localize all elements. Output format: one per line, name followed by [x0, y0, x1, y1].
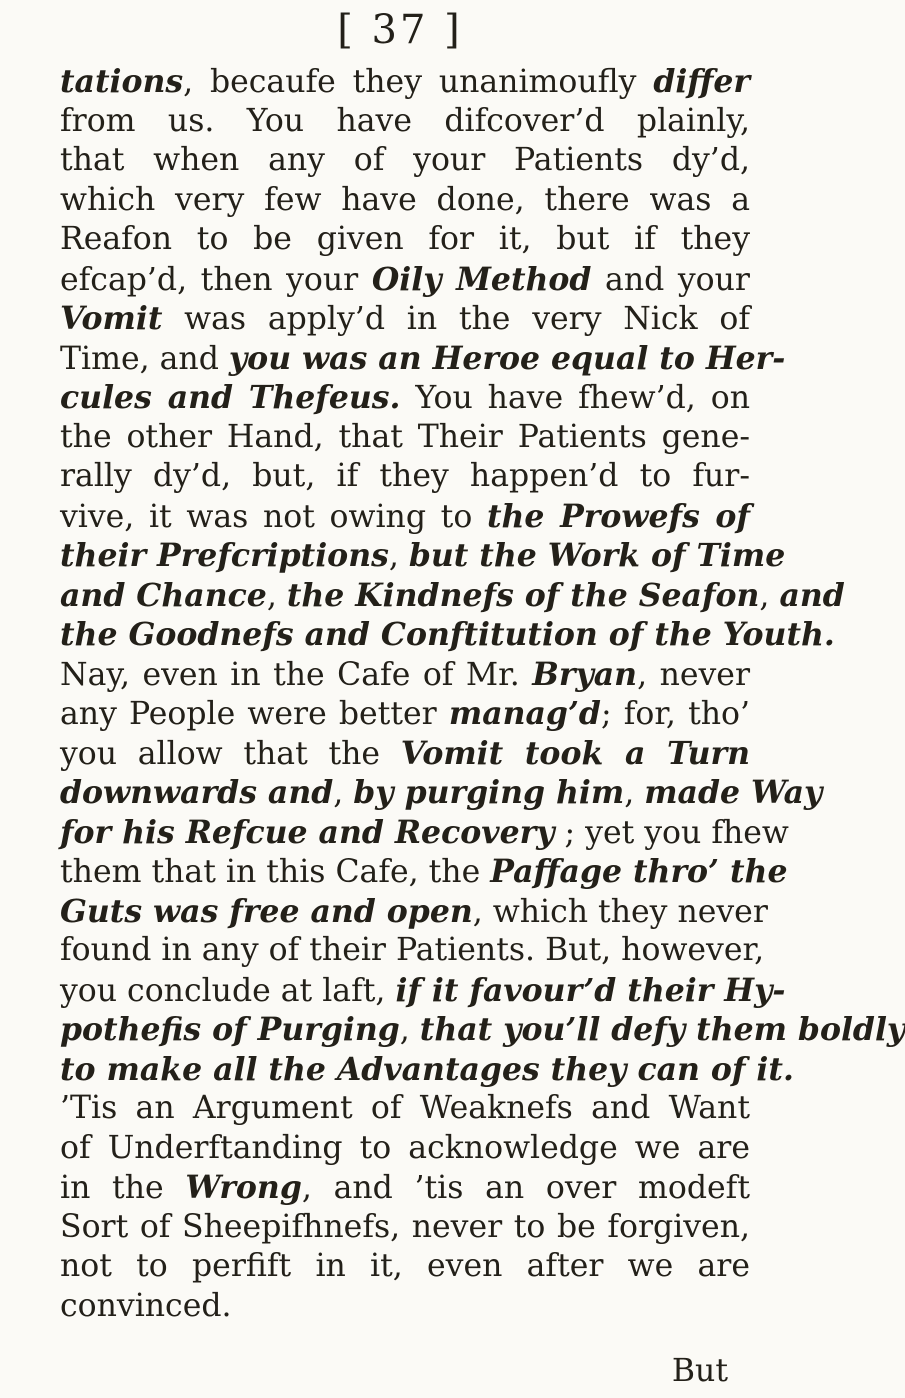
text-line: [60, 1287, 750, 1327]
roman-text: of Underftanding to acknowledge we are: [60, 1129, 750, 1166]
roman-text: efcap’d, then your: [60, 261, 372, 298]
roman-text: the other Hand, that Their Patients gene-: [60, 418, 750, 455]
text-line: [60, 852, 788, 892]
italic-text: you was an Heroe equal to Her-: [228, 339, 786, 377]
roman-text: , becaufe they unanimoufly: [183, 64, 654, 100]
roman-text: ; yet you fhew: [554, 814, 789, 851]
body-text: [60, 62, 905, 1326]
roman-text: ,: [388, 538, 409, 574]
roman-text: found in any of their Patients. But, however,: [60, 932, 765, 968]
italic-text: for his Refcue and Recovery: [60, 813, 555, 851]
roman-text: rally dy’d, but, if they happen’d to fur-: [60, 458, 750, 494]
italic-text: tations: [60, 63, 184, 100]
roman-text: , which they never: [472, 893, 768, 930]
text-line: [60, 181, 750, 221]
italic-text: Vomit took a Turn: [400, 734, 751, 772]
text-line: [60, 892, 768, 932]
text-line: [60, 1168, 750, 1208]
roman-text: ,: [333, 775, 354, 811]
italic-text: the Goodnefs and Conftitution of the Youth.: [60, 616, 835, 653]
italic-text: their Prefcriptions: [60, 537, 389, 574]
text-line: [60, 1129, 750, 1169]
roman-text: Nay, even in the Cafe of Mr.: [60, 656, 533, 693]
italic-text: differ: [653, 63, 750, 100]
roman-text: ; for, tho’: [600, 696, 751, 732]
text-line: [60, 418, 750, 458]
italic-text: to make all the Advantages they can of it.: [60, 1050, 794, 1088]
italic-text: Vomit: [60, 300, 163, 337]
text-line: [60, 734, 750, 774]
roman-text: ,: [266, 577, 287, 614]
text-line: [60, 773, 823, 813]
roman-text: convinced.: [60, 1287, 232, 1324]
italic-text: by purging him: [353, 774, 625, 811]
roman-text: them that in this Cafe, the: [60, 854, 491, 890]
italic-text: Bryan: [532, 655, 638, 693]
text-line: [60, 1010, 905, 1050]
text-line: [60, 1208, 750, 1248]
text-line: [60, 339, 786, 379]
italic-text: made Way: [644, 774, 823, 811]
italic-text: the Prowefs of: [486, 497, 750, 535]
text-line: [60, 576, 845, 616]
roman-text: not to perfift in it, even after we are: [60, 1248, 750, 1284]
text-line: [60, 497, 750, 537]
italic-text: that you’ll defy them boldly: [419, 1011, 905, 1048]
roman-text: , and ’tis an over modeft: [301, 1170, 750, 1206]
text-line: [60, 813, 789, 853]
italic-text: cules and Thefeus.: [60, 379, 401, 416]
roman-text: which very few have done, there was a: [60, 181, 750, 218]
roman-text: You have fhew’d, on: [400, 380, 750, 416]
italic-text: manag’d: [448, 695, 601, 732]
roman-text: from us. You have difcover’d plainly,: [60, 102, 750, 139]
roman-text: and your: [591, 261, 750, 298]
roman-text: you conclude at laft,: [60, 972, 396, 1009]
text-line: [60, 1089, 750, 1129]
roman-text: Time, and: [60, 340, 229, 377]
text-line: [60, 141, 750, 181]
text-line: [60, 102, 750, 142]
text-line: [60, 457, 750, 497]
text-line: [60, 931, 765, 971]
catchword: But: [671, 1353, 728, 1389]
roman-text: was apply’d in the very Nick of: [162, 301, 750, 337]
roman-text: ,: [399, 1012, 420, 1048]
text-line: [60, 694, 750, 734]
italic-text: Guts was free and open: [60, 892, 473, 930]
italic-text: and: [779, 576, 845, 614]
text-line: [60, 655, 750, 695]
text-line: [60, 615, 835, 655]
roman-text: ’Tis an Argument of Weaknefs and Want: [60, 1090, 750, 1126]
italic-text: the Kindnefs of the Seafon: [286, 576, 760, 614]
italic-text: pothefis of Purging: [60, 1011, 400, 1048]
roman-text: vive, it was not owing to: [60, 498, 487, 535]
text-line: [60, 378, 750, 418]
italic-text: Paffage thro’ the: [490, 853, 788, 890]
roman-text: , never: [637, 656, 751, 693]
roman-text: you allow that the: [60, 735, 401, 772]
italic-text: and Chance: [60, 576, 267, 614]
text-line: [60, 260, 750, 300]
italic-text: Oily Method: [371, 260, 592, 298]
text-line: [60, 299, 750, 339]
roman-text: Reafon to be given for it, but if they: [60, 221, 750, 257]
text-line: [60, 62, 750, 102]
text-line: [60, 971, 786, 1011]
text-line: [60, 536, 786, 576]
roman-text: Sort of Sheepifhnefs, never to be forgiven,: [60, 1208, 750, 1245]
italic-text: downwards and: [60, 774, 334, 811]
italic-text: if it favour’d their Hy-: [395, 971, 786, 1009]
italic-text: Wrong: [185, 1169, 302, 1206]
roman-text: any People were better: [60, 696, 449, 732]
text-line: [60, 220, 750, 260]
roman-text: in the: [60, 1170, 186, 1206]
text-line: [60, 1050, 794, 1090]
page-number: [ 37 ]: [337, 7, 463, 53]
roman-text: ,: [624, 775, 645, 811]
roman-text: ,: [759, 577, 780, 614]
italic-text: but the Work of Time: [408, 537, 786, 574]
roman-text: that when any of your Patients dy’d,: [60, 142, 750, 178]
text-line: [60, 1247, 750, 1287]
